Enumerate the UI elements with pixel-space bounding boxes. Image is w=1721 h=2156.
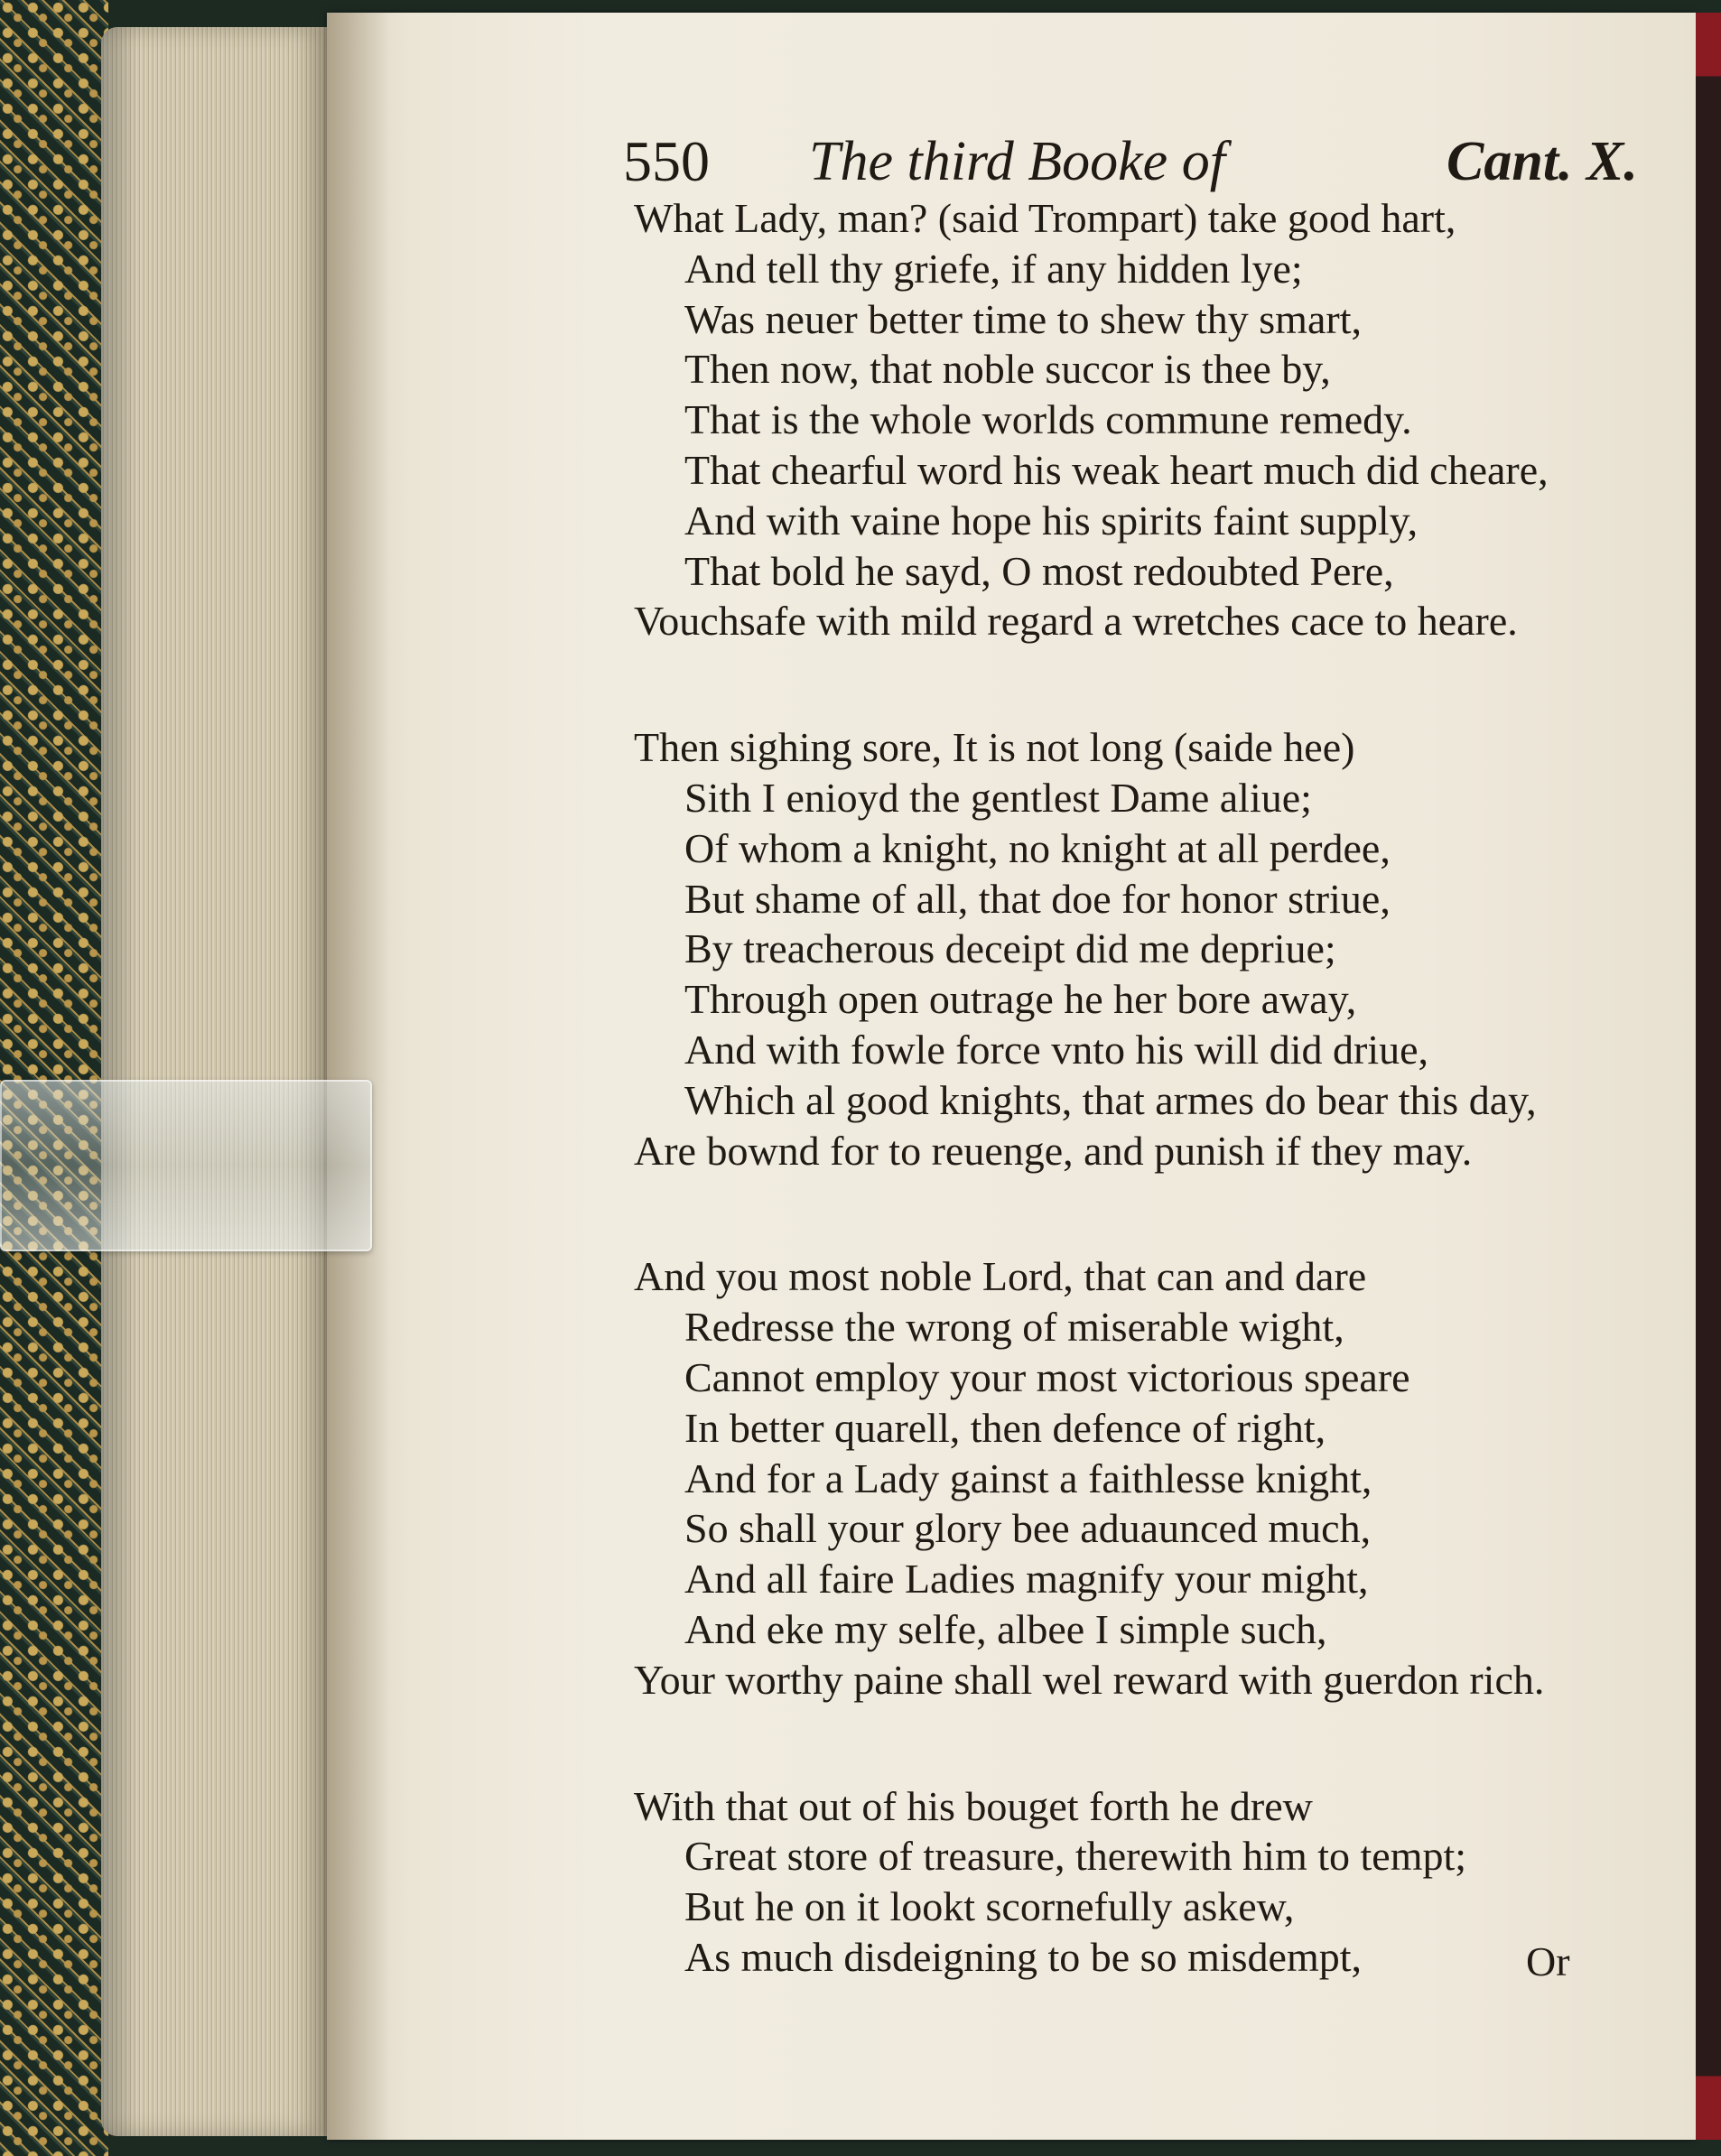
verse-line: With that out of his bouget forth he drew bbox=[634, 1782, 1313, 1829]
verse-line: Vouchsafe with mild regard a wretches cace to heare. bbox=[634, 598, 1518, 645]
verse-line: Which al good knights, that armes do bear this day, bbox=[684, 1076, 1537, 1123]
verse-line: That bold he sayd, O most redoubted Pere, bbox=[684, 547, 1394, 594]
stanza-4 bbox=[634, 1781, 1681, 1983]
verse-line: But shame of all, that doe for honor striue, bbox=[684, 875, 1391, 922]
verse-line: Your worthy paine shall wel reward with guerdon rich. bbox=[634, 1656, 1545, 1703]
verse-line: And tell thy griefe, if any hidden lye; bbox=[684, 245, 1303, 292]
running-title: The third Booke of bbox=[809, 131, 1225, 192]
verse-line: That chearful word his weak heart much did cheare, bbox=[684, 446, 1549, 493]
verse-line: Cannot employ your most victorious speare bbox=[684, 1353, 1410, 1400]
verse-line: By treacherous deceipt did me depriue; bbox=[684, 925, 1336, 972]
book-page bbox=[327, 13, 1696, 2140]
stanza-2 bbox=[634, 722, 1681, 1176]
stanza-3 bbox=[634, 1251, 1681, 1705]
catchword: Or bbox=[1526, 1938, 1570, 1984]
stanza-1 bbox=[634, 193, 1681, 646]
verse-line: What Lady, man? (said Trompart) take good hart, bbox=[634, 195, 1456, 241]
verse-line: Through open outrage he her bore away, bbox=[684, 976, 1357, 1023]
right-page-edge bbox=[1696, 13, 1721, 2140]
verse-line: Redresse the wrong of miserable wight, bbox=[684, 1304, 1344, 1351]
verse-line: Great store of treasure, therewith him to tempt; bbox=[684, 1833, 1467, 1880]
verse-line: Then now, that noble succor is thee by, bbox=[684, 346, 1331, 393]
marbled-endpaper bbox=[0, 0, 108, 2156]
verse-line: Are bownd for to reuenge, and punish if they may. bbox=[634, 1127, 1473, 1174]
page-clamp-strip bbox=[0, 1080, 372, 1251]
verse-line: And eke my selfe, albee I simple such, bbox=[684, 1605, 1327, 1652]
verse-line: In better quarell, then defence of right, bbox=[684, 1404, 1326, 1451]
verse-line: And for a Lady gainst a faithlesse knight, bbox=[684, 1454, 1372, 1501]
poem-text bbox=[634, 193, 1681, 1983]
canto-label: Cant. X. bbox=[1447, 131, 1638, 192]
verse-line: And all faire Ladies magnify your might, bbox=[684, 1556, 1369, 1603]
page-number: 550 bbox=[623, 129, 710, 193]
verse-line: So shall your glory bee aduaunced much, bbox=[684, 1505, 1372, 1552]
verse-line: As much disdeigning to be so misdempt, bbox=[684, 1933, 1363, 1980]
verse-line: And with vaine hope his spirits faint supply, bbox=[684, 497, 1419, 544]
verse-line: Of whom a knight, no knight at all perdee, bbox=[684, 824, 1391, 871]
verse-line: That is the whole worlds commune remedy. bbox=[684, 396, 1412, 443]
verse-line: Was neuer better time to shew thy smart, bbox=[684, 295, 1362, 342]
verse-line: Sith I enioyd the gentlest Dame aliue; bbox=[684, 774, 1312, 821]
verse-line: And with fowle force vnto his will did driue, bbox=[684, 1026, 1429, 1073]
verse-line: Then sighing sore, It is not long (saide hee) bbox=[634, 724, 1355, 771]
verse-line: But he on it lookt scornefully askew, bbox=[684, 1883, 1295, 1930]
verse-line: And you most noble Lord, that can and dare bbox=[634, 1253, 1367, 1300]
